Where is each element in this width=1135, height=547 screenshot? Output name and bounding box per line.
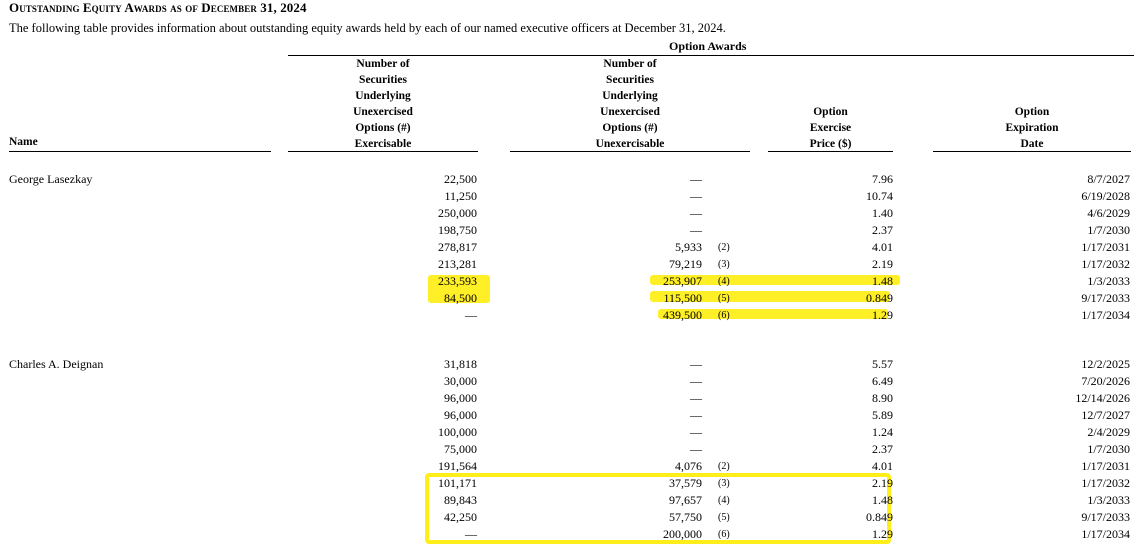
cell-exercise-price: 5.89 [872, 408, 893, 422]
cell-exercisable: 96,000 [444, 391, 477, 405]
cell-unexercisable: 4,076 [675, 459, 702, 473]
cell-expiration-date: 2/4/2029 [1087, 425, 1130, 439]
cell-expiration-date: 4/6/2029 [1087, 206, 1130, 220]
cell-footnote: (3) [718, 259, 730, 270]
group-header-option-awards: Option Awards [669, 39, 747, 53]
cell-footnote: (4) [718, 276, 730, 287]
cell-exercise-price: 5.57 [872, 357, 893, 371]
cell-exercise-price: 1.48 [872, 274, 893, 288]
cell-footnote: (6) [718, 529, 730, 540]
table-row [0, 206, 1135, 223]
table-row [0, 527, 1135, 544]
table-row [0, 408, 1135, 425]
cell-footnote: (2) [718, 242, 730, 253]
cell-footnote: (5) [718, 293, 730, 304]
cell-exercisable: 198,750 [438, 223, 477, 237]
cell-exercisable: 96,000 [444, 408, 477, 422]
cell-unexercisable: 57,750 [669, 510, 702, 524]
table-row [0, 459, 1135, 476]
cell-unexercisable: 200,000 [663, 527, 702, 541]
cell-expiration-date: 1/17/2032 [1081, 257, 1130, 271]
table-row [0, 425, 1135, 442]
cell-unexercisable: 97,657 [669, 493, 702, 507]
cell-exercisable: 84,500 [444, 291, 477, 305]
cell-unexercisable: 115,500 [663, 291, 702, 305]
cell-footnote: (6) [718, 310, 730, 321]
table-row [0, 189, 1135, 206]
cell-exercise-price: 2.19 [872, 257, 893, 271]
table-row [0, 510, 1135, 527]
cell-exercisable: 100,000 [438, 425, 477, 439]
cell-unexercisable: — [690, 357, 702, 371]
cell-exercisable: 89,843 [444, 493, 477, 507]
cell-expiration-date: 1/17/2034 [1081, 308, 1130, 322]
table-row [0, 172, 1135, 189]
cell-expiration-date: 9/17/2033 [1081, 291, 1130, 305]
cell-exercise-price: 2.37 [872, 442, 893, 456]
column-header-unexercisable: Number of Securities Underlying Unexercised Options (#) Unexercisable [595, 58, 665, 150]
cell-exercisable: 30,000 [444, 374, 477, 388]
column-header-exercisable: Number of Securities Underlying Unexercised Options (#) Exercisable [353, 58, 413, 150]
cell-exercisable: 233,593 [438, 274, 477, 288]
cell-exercise-price: 0.849 [866, 291, 893, 305]
table-row [0, 308, 1135, 325]
cell-exercise-price: 7.96 [872, 172, 893, 186]
cell-exercise-price: 1.40 [872, 206, 893, 220]
cell-exercise-price: 1.29 [872, 527, 893, 541]
column-rule-price [768, 151, 893, 152]
cell-unexercisable: — [690, 172, 702, 186]
table-row [0, 374, 1135, 391]
intro-text: The following table provides information about outstanding equity awards held by each of our named executive officers at December 31, 2024. [9, 21, 726, 35]
cell-expiration-date: 12/2/2025 [1081, 357, 1130, 371]
cell-expiration-date: 9/17/2033 [1081, 510, 1130, 524]
cell-expiration-date: 7/20/2026 [1081, 374, 1130, 388]
cell-exercisable: — [465, 527, 477, 541]
cell-exercisable: 191,564 [438, 459, 477, 473]
cell-footnote: (2) [718, 461, 730, 472]
cell-unexercisable: — [690, 206, 702, 220]
cell-expiration-date: 12/7/2027 [1081, 408, 1130, 422]
cell-exercisable: 213,281 [438, 257, 477, 271]
cell-unexercisable: — [690, 189, 702, 203]
cell-unexercisable: — [690, 425, 702, 439]
column-rule-exercisable [288, 151, 478, 152]
table-row [0, 476, 1135, 493]
cell-exercise-price: 6.49 [872, 374, 893, 388]
cell-unexercisable: 439,500 [663, 308, 702, 322]
column-rule-expiration [933, 151, 1131, 152]
cell-exercise-price: 1.24 [872, 425, 893, 439]
column-rule-name [9, 151, 271, 152]
cell-exercisable: 278,817 [438, 240, 477, 254]
cell-expiration-date: 1/17/2034 [1081, 527, 1130, 541]
cell-unexercisable: — [690, 391, 702, 405]
column-rule-unexercisable [510, 151, 750, 152]
cell-expiration-date: 6/19/2028 [1081, 189, 1130, 203]
cell-exercise-price: 10.74 [866, 189, 893, 203]
cell-exercisable: 250,000 [438, 206, 477, 220]
cell-expiration-date: 1/7/2030 [1087, 442, 1130, 456]
cell-exercisable: 101,171 [438, 476, 477, 490]
column-header-expiration: Option Expiration Date [1005, 106, 1059, 150]
cell-expiration-date: 1/7/2030 [1087, 223, 1130, 237]
cell-exercise-price: 0.849 [866, 510, 893, 524]
cell-footnote: (5) [718, 512, 730, 523]
cell-expiration-date: 1/17/2031 [1081, 240, 1130, 254]
cell-exercise-price: 8.90 [872, 391, 893, 405]
table-row [0, 357, 1135, 374]
cell-expiration-date: 8/7/2027 [1087, 172, 1130, 186]
officer-name: George Lasezkay [9, 172, 93, 186]
cell-unexercisable: 37,579 [669, 476, 702, 490]
column-header-name: Name [9, 136, 38, 148]
cell-unexercisable: — [690, 223, 702, 237]
cell-exercise-price: 1.29 [872, 308, 893, 322]
table-row [0, 442, 1135, 459]
cell-exercise-price: 4.01 [872, 459, 893, 473]
cell-unexercisable: — [690, 442, 702, 456]
officer-name: Charles A. Deignan [9, 357, 104, 371]
table-row [0, 240, 1135, 257]
cell-exercisable: 11,250 [444, 189, 477, 203]
table-row [0, 257, 1135, 274]
cell-exercisable: 42,250 [444, 510, 477, 524]
column-header-price: Option Exercise Price ($) [809, 106, 852, 150]
cell-exercisable: 31,818 [444, 357, 477, 371]
cell-exercisable: — [465, 308, 477, 322]
cell-footnote: (4) [718, 495, 730, 506]
cell-exercise-price: 1.48 [872, 493, 893, 507]
cell-expiration-date: 1/17/2032 [1081, 476, 1130, 490]
table-row [0, 223, 1135, 240]
cell-expiration-date: 1/3/2033 [1087, 274, 1130, 288]
page-title: Outstanding Equity Awards as of December 31, 2024 [9, 0, 307, 15]
cell-footnote: (3) [718, 478, 730, 489]
cell-exercise-price: 4.01 [872, 240, 893, 254]
table-row [0, 391, 1135, 408]
table-row [0, 274, 1135, 291]
cell-exercisable: 75,000 [444, 442, 477, 456]
cell-expiration-date: 1/17/2031 [1081, 459, 1130, 473]
cell-exercise-price: 2.37 [872, 223, 893, 237]
cell-unexercisable: 5,933 [675, 240, 702, 254]
cell-unexercisable: 79,219 [669, 257, 702, 271]
cell-unexercisable: — [690, 408, 702, 422]
cell-expiration-date: 1/3/2033 [1087, 493, 1130, 507]
cell-expiration-date: 12/14/2026 [1075, 391, 1130, 405]
table-row [0, 493, 1135, 510]
table-row [0, 291, 1135, 308]
cell-exercise-price: 2.19 [872, 476, 893, 490]
cell-exercisable: 22,500 [444, 172, 477, 186]
cell-unexercisable: — [690, 374, 702, 388]
cell-unexercisable: 253,907 [663, 274, 702, 288]
